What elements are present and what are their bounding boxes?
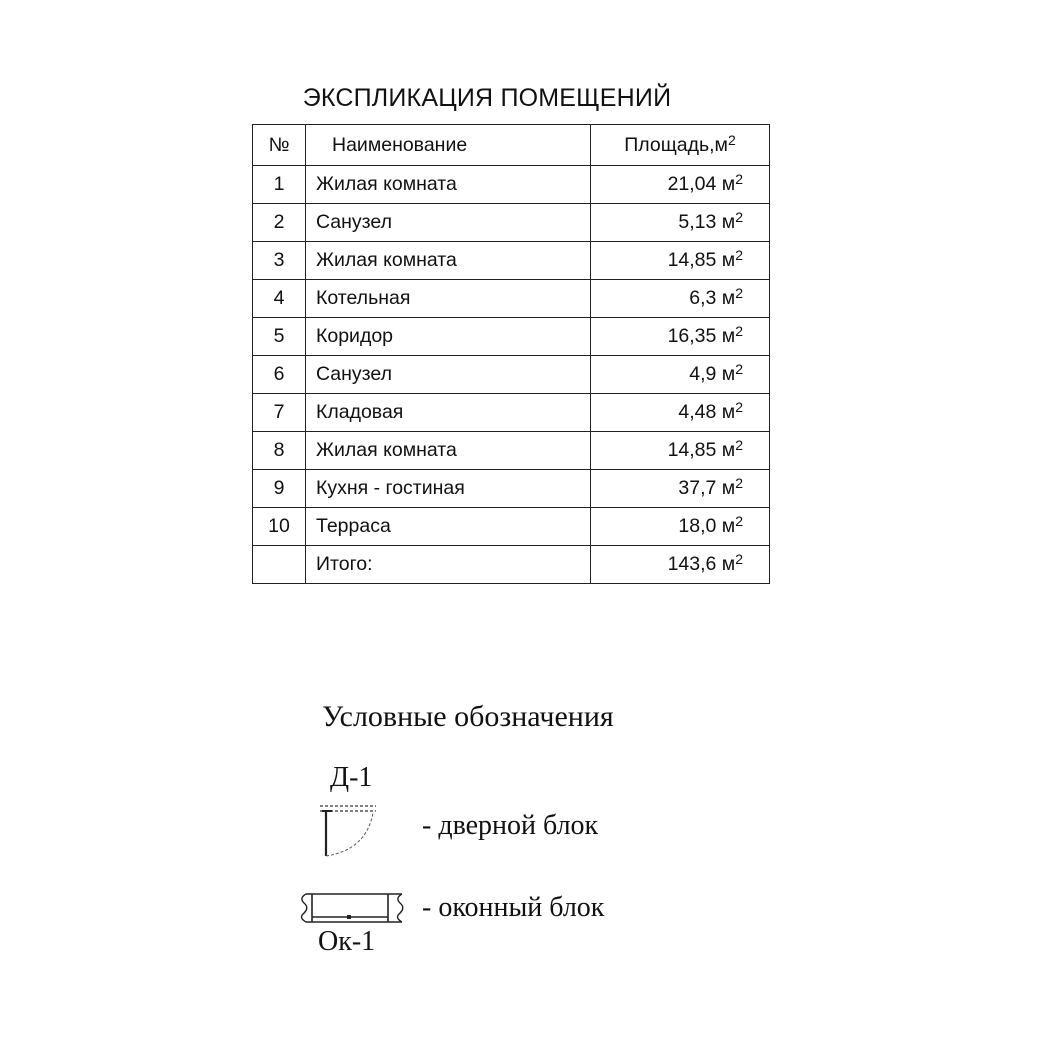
room-name: Санузел [306,356,591,394]
room-area [591,166,770,204]
room-area [591,242,770,280]
room-area-value: 4,48 [678,401,722,423]
table-row [253,166,770,204]
room-area-unit: м [721,325,736,347]
room-area-value: 6,3 [689,287,722,309]
room-number: 7 [253,394,306,432]
header-area [591,125,770,166]
header-area-sup: 2 [727,131,736,148]
room-area-unit: м [721,287,736,309]
window-code: Ок-1 [318,926,376,957]
room-number: 8 [253,432,306,470]
room-area [591,204,770,242]
room-area-unit: м [721,363,736,385]
room-area-unit-sup: 2 [735,399,743,416]
door-description: - дверной блок [422,810,599,841]
table-row [253,242,770,280]
door-code: Д-1 [330,762,373,793]
door-block-icon [318,800,380,862]
room-area-unit: м [721,515,736,537]
table-row [253,470,770,508]
room-name: Итого: [306,546,591,584]
room-area-unit-sup: 2 [735,323,743,340]
room-number: 10 [253,508,306,546]
table-body [253,166,770,584]
room-number: 6 [253,356,306,394]
room-area-unit-sup: 2 [735,285,743,302]
room-area-unit-sup: 2 [735,513,743,530]
table-row [253,318,770,356]
room-name: Жилая комната [306,242,591,280]
table-total-row [253,546,770,584]
room-area-unit: м [721,211,736,233]
room-name: Жилая комната [306,166,591,204]
window-block-icon [296,890,412,926]
room-area [591,356,770,394]
room-name: Кладовая [306,394,591,432]
room-number: 1 [253,166,306,204]
window-description: - оконный блок [422,892,605,923]
room-area-value: 5,13 [678,211,722,233]
room-name: Терраса [306,508,591,546]
room-area [591,546,770,584]
room-area-unit-sup: 2 [735,171,743,188]
room-number [253,546,306,584]
room-explication-table [252,124,770,584]
room-area-value: 37,7 [678,477,722,499]
room-area-unit-sup: 2 [735,475,743,492]
room-area-unit-sup: 2 [735,209,743,226]
room-area-unit: м [721,477,736,499]
room-area-value: 18,0 [678,515,722,537]
room-name: Жилая комната [306,432,591,470]
table-row [253,356,770,394]
room-number: 9 [253,470,306,508]
room-area-value: 14,85 [667,249,722,271]
room-area-unit: м [721,553,736,575]
room-name: Коридор [306,318,591,356]
room-area-unit: м [721,439,736,461]
table-row [253,204,770,242]
room-name: Кухня - гостиная [306,470,591,508]
room-area-value: 4,9 [689,363,722,385]
room-name: Котельная [306,280,591,318]
table-row [253,280,770,318]
table-row [253,394,770,432]
table-row [253,432,770,470]
room-area-unit: м [721,401,736,423]
room-area [591,470,770,508]
room-area-unit-sup: 2 [735,437,743,454]
room-area [591,432,770,470]
room-area-unit-sup: 2 [735,361,743,378]
room-area-unit: м [721,173,736,195]
room-area [591,508,770,546]
room-area-unit-sup: 2 [735,247,743,264]
room-area-value: 143,6 [667,553,722,575]
room-name: Санузел [306,204,591,242]
room-number: 2 [253,204,306,242]
room-area [591,280,770,318]
header-num: № [253,125,306,166]
room-area-unit: м [721,249,736,271]
room-area-value: 16,35 [667,325,722,347]
room-area-unit-sup: 2 [735,551,743,568]
legend-title: Условные обозначения [322,700,614,733]
table-title: ЭКСПЛИКАЦИЯ ПОМЕЩЕНИЙ [302,84,672,112]
room-area-value: 21,04 [667,173,722,195]
table-header-row [253,125,770,166]
table-row [253,508,770,546]
room-number: 5 [253,318,306,356]
room-number: 3 [253,242,306,280]
header-area-label: Площадь,м [624,133,728,156]
header-name: Наименование [306,125,591,166]
room-number: 4 [253,280,306,318]
room-area [591,318,770,356]
room-area-value: 14,85 [667,439,722,461]
room-area [591,394,770,432]
